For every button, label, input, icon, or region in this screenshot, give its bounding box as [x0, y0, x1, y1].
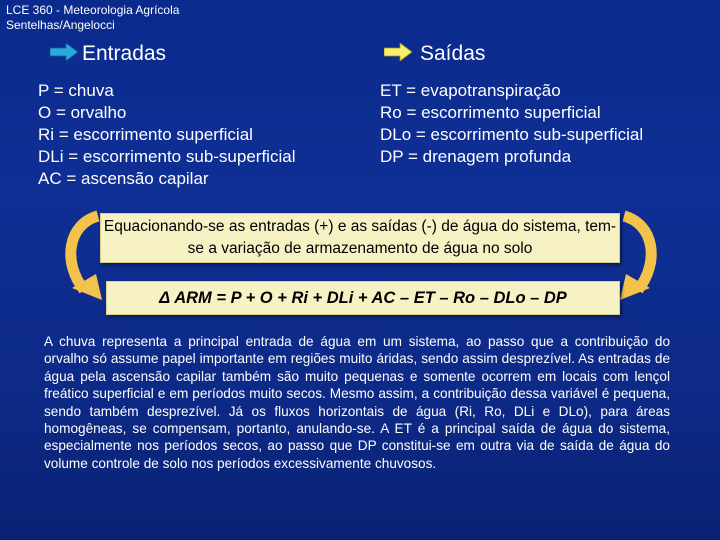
balance-note-box [100, 213, 620, 263]
list-item: DLi = escorrimento sub-superficial [38, 147, 296, 166]
course-title: LCE 360 - Meteorologia Agrícola [6, 3, 180, 17]
yellow-arrow-icon [384, 43, 412, 61]
list-item: Ro = escorrimento superficial [380, 103, 601, 122]
list-item: ET = evapotranspiração [380, 81, 561, 100]
right-curved-arrow-icon [614, 210, 664, 308]
outputs-list [380, 80, 643, 168]
inputs-title: Entradas [82, 42, 167, 65]
list-item: P = chuva [38, 81, 114, 100]
balance-note: Equacionando-se as entradas (+) e as saídas (-) de água do sistema, tem-se a variação de armazenamento de água no solo [103, 218, 617, 257]
list-item: DP = drenagem profunda [380, 147, 572, 166]
water-balance-equation: Δ ARM = P + O + Ri + DLi + AC – ET – Ro – DLo – DP [159, 289, 567, 307]
equation-box [106, 281, 620, 315]
inputs-list [38, 80, 295, 190]
list-item: DLo = escorrimento sub-superficial [380, 125, 644, 144]
list-item: Ri = escorrimento superficial [38, 125, 253, 144]
outputs-title: Saídas [420, 42, 486, 65]
authors: Sentelhas/Angelocci [6, 18, 115, 32]
explanation-paragraph: A chuva representa a principal entrada de água em um sistema, ao passo que a contribuição do orvalho só assume papel importante em regiões muito áridas, sendo assim desprezível. As entradas de água pela ascensão capilar também são muito pequenas e somente ocorrem em locais com lençol freático superficial e em períodos muito secos. Mesmo assim, a contribuição dessa variável é pequena, sendo também desprezível. Já os fluxos horizontais de água (Ri, Ro, DLi e DLo), para áreas homogêneas, se compensam, portanto, anulando-se. A ET é a principal saída de água do sistema, especialmente nos períodos secos, ao passo que DP constitui-se em outra via de saída de água do volume controle de solo nos períodos excessivamente chuvosos. [44, 334, 670, 471]
blue-arrow-icon [50, 43, 78, 61]
list-item: AC = ascensão capilar [38, 169, 209, 188]
list-item: O = orvalho [38, 103, 127, 122]
course-header [6, 3, 179, 33]
